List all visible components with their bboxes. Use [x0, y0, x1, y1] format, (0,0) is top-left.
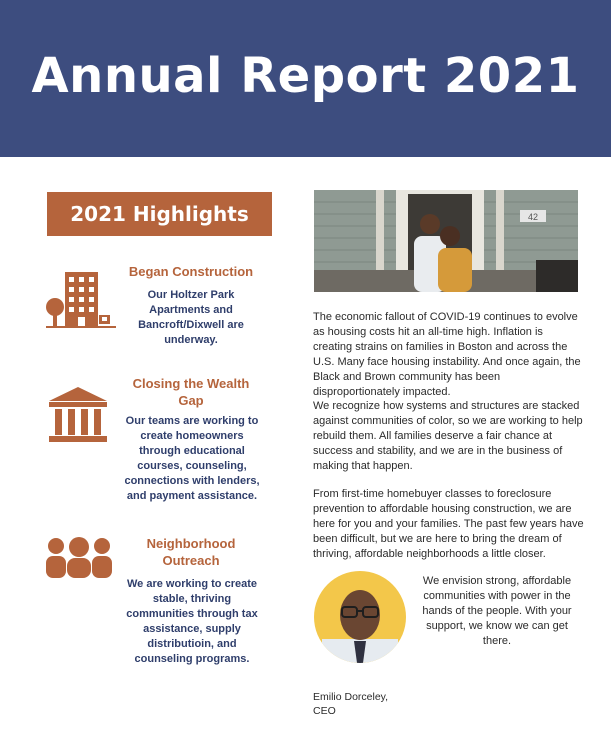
ceo-role: CEO — [313, 705, 336, 717]
header-banner — [0, 0, 611, 157]
highlight-body: We are working to create stable, thriving communities through tax assistance, supply distributioin, and counseling programs. — [126, 578, 258, 665]
highlights-heading: 2021 Highlights — [70, 202, 249, 226]
highlights-heading-bar — [47, 192, 272, 236]
report-title: Annual Report 2021 — [31, 48, 580, 104]
body-paragraph: The economic fallout of COVID-19 continues to evolve as housing costs hit an all-time high. Inflation is creating strains on families in Boston and across the U.S. Many face housing instability. And once again, the Black and Brown community has been disproportionately impacted. — [313, 311, 581, 398]
highlight-title: Began Construction — [128, 264, 254, 279]
building-icon — [44, 268, 120, 330]
house-number: 42 — [527, 212, 539, 222]
highlight-body: Our Holtzer Park Apartments and Bancroft/Dixwell are underway. — [138, 289, 244, 346]
ceo-quote: We envision strong, affordable communities with power in the hands of the people. With your support, we know we can get there. — [422, 575, 572, 647]
people-icon — [43, 536, 115, 578]
body-paragraph: We recognize how systems and structures are stacked against communities of color, so we are working to help rebuild them. All families deserve a fair chance at success and stability, and we are in the business of making that happen. — [313, 400, 583, 472]
highlight-body: Our teams are working to create homeowners through educational courses, counseling, connections with lenders, and payment assistance. — [124, 415, 260, 502]
highlight-title: Neighborhood Outreach — [146, 536, 236, 568]
body-paragraph: From first-time homebuyer classes to foreclosure prevention to affordable housing construction, we are here for you and your families. The past few years have been difficult, but we are here to bring the dream of thriving, affordable neighborhoods a little closer. — [313, 488, 584, 560]
bank-icon — [46, 385, 110, 445]
family-photo — [314, 190, 578, 292]
ceo-name: Emilio Dorceley, — [313, 691, 389, 703]
highlight-title: Closing the Wealth Gap — [132, 376, 250, 408]
ceo-photo — [314, 571, 406, 663]
